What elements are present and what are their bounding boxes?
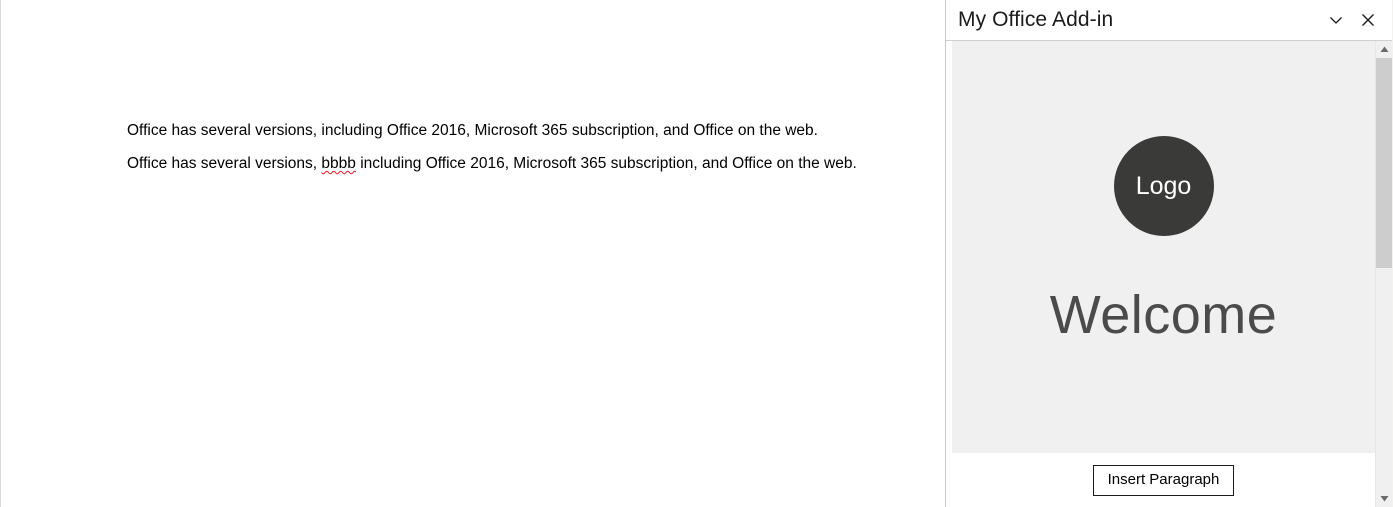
taskpane-title: My Office Add-in: [958, 8, 1114, 31]
document-page[interactable]: [1, 0, 945, 507]
document-paragraph[interactable]: [127, 118, 885, 143]
addin-content: [946, 41, 1375, 507]
addin-actions: [952, 453, 1375, 507]
taskpane-body: [946, 41, 1392, 507]
taskpane: [946, 0, 1392, 507]
paragraph-text: Office has several versions, including Office 2016, Microsoft 365 subscription, and Office on the web.: [127, 122, 818, 139]
insert-paragraph-button[interactable]: Insert Paragraph: [1093, 465, 1235, 496]
addin-hero: [952, 41, 1375, 453]
document-paragraph[interactable]: [127, 151, 885, 176]
logo: [1114, 136, 1214, 236]
logo-label: Logo: [1135, 171, 1192, 200]
paragraph-text: including Office 2016, Microsoft 365 subscription, and Office on the web.: [355, 155, 857, 173]
chevron-down-icon[interactable]: [1320, 6, 1352, 34]
spelling-error-word[interactable]: bbbb: [321, 155, 356, 173]
welcome-heading: Welcome: [1049, 285, 1278, 345]
taskpane-scrollbar[interactable]: [1375, 41, 1392, 507]
scroll-up-icon[interactable]: [1376, 41, 1392, 58]
paragraph-text: Office has several versions,: [127, 155, 322, 173]
scroll-down-icon[interactable]: [1376, 490, 1392, 507]
close-icon[interactable]: [1352, 6, 1384, 34]
scrollbar-thumb[interactable]: [1376, 58, 1392, 268]
scrollbar-track[interactable]: [1376, 58, 1392, 490]
taskpane-header: [946, 0, 1392, 40]
